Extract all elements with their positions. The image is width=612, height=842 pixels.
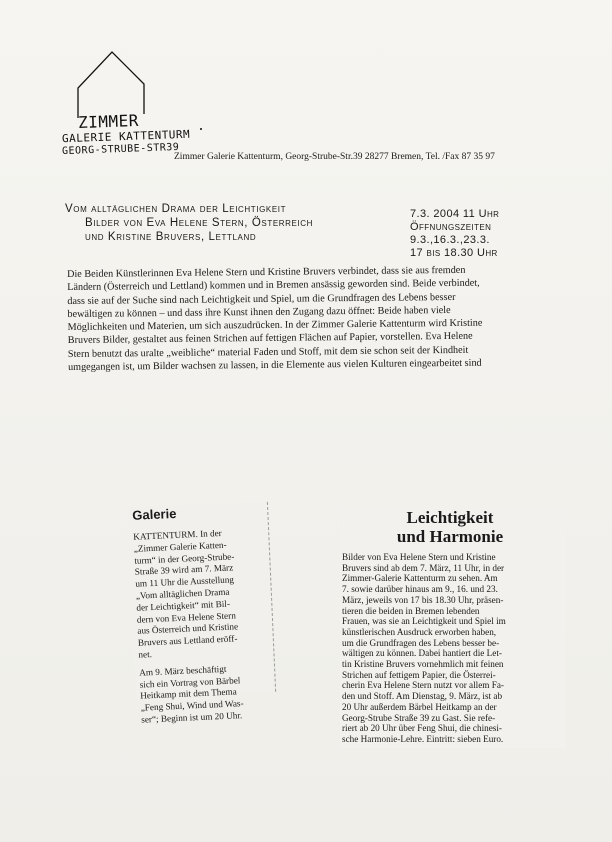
clip-line: „Zimmer Galerie Katten-: [133, 539, 227, 554]
body-line: umgegangen ist, um Bilder wachsen zu lassen, in die Elemente aus vielen Kulturen eingearbeitet sind: [67, 357, 482, 374]
clip-line: Bruvers aus Lettland eröff-: [137, 633, 238, 648]
clip-line: cherin Eva Helene Stern nutzt vor allem Fa-: [342, 680, 504, 691]
clip-line: den und Stoff. Am Dienstag, 9. März, ist ab: [342, 691, 503, 702]
clip-line: tieren die beiden in Bremen lebenden: [342, 605, 480, 616]
address-line: Zimmer Galerie Kattenturm, Georg-Strube-Str.39 28277 Bremen, Tel. /Fax 87 35 97: [174, 152, 495, 162]
headline-line-1: Leichtigkeit: [406, 508, 494, 527]
title-line-3: und Kristine Bruvers, Lettland: [85, 231, 257, 243]
dates-line-1: 7.3. 2004 11 Uhr: [410, 208, 500, 220]
opening-dates: [410, 208, 499, 260]
body-line: Die Beiden Künstlerinnen Eva Helene Stern und Kristine Bruvers verbindet, dass sie aus fremden: [67, 264, 466, 280]
logo-line-1: ZIMMER: [77, 110, 140, 133]
clip-line: sich ein Vortrag von Bärbel: [139, 674, 241, 690]
clip-line: Georg-Strube Straße 39 zu Gast. Sie refe-: [342, 712, 496, 723]
clip-line: Zimmer-Galerie Kattenturm zu sehen. Am: [342, 573, 498, 584]
title-line-1: Vom alltäglichen Drama der Leichtigkeit: [65, 203, 287, 215]
clip-line: „Feng Shui, Wind und Was-: [140, 698, 244, 713]
clip-line: tin Kristine Bruvers vornehmlich mit feinen: [342, 659, 504, 670]
clip-line: „Vom alltäglichen Drama: [135, 586, 230, 601]
body-line: Ländern (Österreich und Lettland) kommen und in Bremen ansässig geworden sind. Beide verbindet,: [67, 277, 480, 294]
body-line: Stern benutzt das uralte „weibliche“ material Faden und Stoff, mit dem sie schon seit der Kindheit: [67, 344, 469, 360]
clip-line: aus Österreich und Kristine: [137, 621, 239, 637]
clip-line: KATTENTURM. In der: [133, 527, 222, 542]
clip-line: riert ab 20 Uhr über Feng Shui, die chinesi-: [342, 723, 502, 734]
clip-line: Strichen auf fettigem Papier, die Österrei-: [342, 669, 496, 680]
clip-line: turm“ in der Georg-Strube-: [134, 551, 235, 566]
clip-line: Frauen, was sie an Leichtigkeit und Spiel im: [342, 616, 506, 627]
clipping-text: [133, 527, 244, 726]
clip-line: dern von Eva Helene Stern: [136, 609, 236, 625]
body-paragraph: [67, 263, 520, 374]
clip-line: 20 Uhr außerdem Bärbel Heitkamp an der: [342, 701, 497, 712]
clip-line: net.: [138, 649, 153, 660]
clip-line: um 11 Uhr die Ausstellung: [135, 574, 235, 589]
dates-line-2: Öffnungszeiten: [410, 221, 492, 233]
clip-line: Am 9. März beschäftigt: [138, 663, 227, 678]
body-line: Möglichkeiten und Materien, um sich auszudrücken. In der Zimmer Galerie Kattenturm wird Kristine: [67, 317, 483, 334]
clipping-heading: Galerie: [131, 505, 177, 523]
logo-line-3: GEORG-STRUBE-STR39: [61, 141, 180, 158]
newspaper-clipping-harmonie: [340, 508, 566, 748]
clipping-text: [342, 552, 506, 745]
clip-line: Bilder von Eva Helene Stern und Kristine: [342, 552, 496, 562]
clip-line: Bruvers sind ab dem 7. März, 11 Uhr, in der: [342, 562, 505, 573]
title-line-2: Bilder von Eva Helene Stern, Österreich: [85, 217, 314, 229]
clip-line: um die Grundfragen des Lebens besser be-: [342, 637, 500, 648]
clip-line: Heitkamp mit dem Thema: [139, 686, 237, 702]
clip-line: März, jeweils von 17 bis 18.30 Uhr, präsen-: [342, 594, 504, 605]
body-line: bewältigen zu können – und dass ihre Kunst ihnen den Zugang dazu öffnet: Beide haben viele: [67, 304, 451, 320]
gallery-logo: [60, 48, 191, 168]
clipping-cut-edge: [266, 502, 276, 692]
clip-line: künstlerischen Ausdruck erworben haben,: [342, 626, 497, 637]
newspaper-clipping-galerie: [128, 502, 272, 725]
clipping-headline: [340, 508, 560, 546]
body-line: dass sie auf der Suche sind nach Leichtigkeit und Spiel, um die Grundfragen des Lebens besser: [67, 291, 456, 307]
clip-line: sche Harmonie-Lehre. Eintritt: sieben Euro.: [342, 733, 504, 744]
headline-line-2: und Harmonie: [396, 527, 504, 546]
clip-line: der Leichtigkeit“ mit Bil-: [136, 598, 231, 613]
clip-line: 7. sowie darüber hinaus am 9., 16. und 23.: [342, 584, 498, 595]
speck: [200, 128, 202, 130]
logo-line-2: GALERIE KATTENTURM: [61, 127, 191, 146]
clip-line: Straße 39 wird am 7. März: [134, 562, 234, 578]
body-line: Bruvers Bilder, gestaltet aus feinen Strichen auf fettigen Flächen auf Papier, vorstellen. Eva Helene: [67, 331, 473, 347]
dates-line-3: 9.3.,16.3.,23.3.: [410, 234, 490, 246]
dates-line-4: 17 bis 18.30 Uhr: [410, 247, 498, 259]
exhibition-title: [65, 202, 313, 244]
clip-line: ser“; Beginn ist um 20 Uhr.: [141, 710, 243, 725]
clip-line: wältigen zu können. Dabei hantiert die Let-: [342, 648, 502, 659]
